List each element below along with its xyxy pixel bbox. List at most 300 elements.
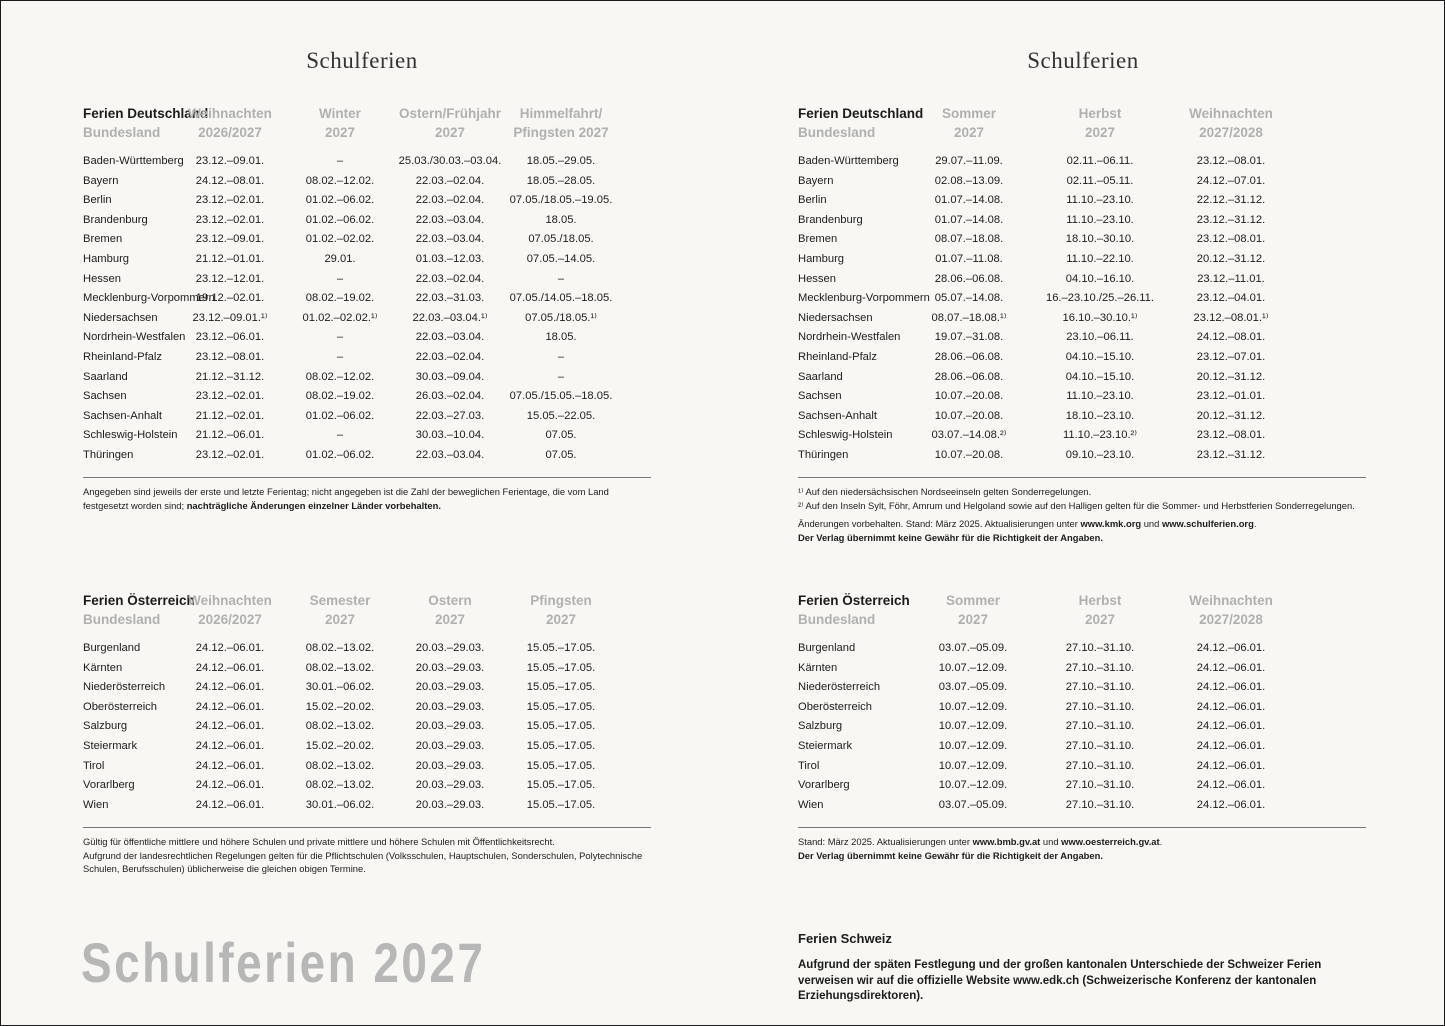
date-cell: 15.05.–22.05. bbox=[526, 409, 596, 422]
date-cell: 02.11.–05.11. bbox=[1066, 174, 1134, 187]
link-schulferien[interactable]: www.schulferien.org bbox=[1161, 518, 1254, 530]
date-cell: 24.12.–06.01. bbox=[1196, 759, 1266, 772]
date-cell: 23.12.–09.01. bbox=[195, 233, 265, 246]
header-subline: Bundesland bbox=[798, 612, 876, 627]
table-row bbox=[83, 230, 651, 250]
date-cell: 04.10.–15.10. bbox=[1065, 370, 1135, 383]
date-cell: 16.–23.10./25.–26.11. bbox=[1045, 292, 1155, 305]
date-cell: 28.06.–06.08. bbox=[934, 370, 1004, 383]
header-column bbox=[1161, 591, 1301, 629]
table-row bbox=[798, 717, 1366, 737]
row-label: Bayern bbox=[798, 174, 834, 187]
schweiz-text: Aufgrund der späten Festlegung und der großen kantonalen Unterschiede der Schweizer Ferien verweisen wir auf die offizielle Website www.edk.ch (Schweizerische Konferenz der kantonalen Erziehungsdirektoren). bbox=[798, 959, 1322, 1002]
divider bbox=[83, 477, 651, 478]
row-label: Niederösterreich bbox=[83, 681, 166, 694]
header-column bbox=[491, 104, 631, 142]
table-row bbox=[798, 446, 1366, 466]
date-cell: 07.05. bbox=[545, 448, 577, 461]
date-cell: 21.12.–06.01. bbox=[195, 429, 265, 442]
date-cell: 24.12.–08.01. bbox=[1196, 331, 1266, 344]
date-cell: 04.10.–16.10. bbox=[1065, 272, 1135, 285]
date-cell: 23.12.–08.01. bbox=[195, 350, 265, 363]
date-cell: 08.02.–13.02. bbox=[305, 759, 375, 772]
date-cell: 24.12.–06.01. bbox=[1196, 779, 1266, 792]
date-cell: 22.12.–31.12. bbox=[1196, 194, 1266, 207]
table-row bbox=[798, 289, 1366, 309]
date-cell: 18.05.–28.05. bbox=[526, 174, 596, 187]
row-label: Schleswig-Holstein bbox=[83, 429, 178, 442]
date-cell: 15.02.–20.02. bbox=[305, 700, 375, 713]
table-row bbox=[83, 757, 651, 777]
date-cell: 18.05.–29.05. bbox=[526, 155, 596, 167]
date-cell: 07.05./18.05. bbox=[528, 233, 594, 246]
date-cell: 20.03.–29.03. bbox=[415, 779, 485, 792]
header-subline: 2027 bbox=[434, 612, 466, 627]
header-subline: Bundesland bbox=[83, 612, 161, 627]
date-cell: 15.02.–20.02. bbox=[305, 739, 375, 752]
link-oesterreich[interactable]: www.oesterreich.gv.at bbox=[1061, 836, 1160, 847]
row-label: Nordrhein-Westfalen bbox=[798, 331, 901, 344]
header-line: Semester bbox=[309, 593, 371, 608]
date-cell: 27.10.–31.10. bbox=[1065, 798, 1135, 811]
table-row bbox=[798, 757, 1366, 777]
date-cell: 23.12.–08.01. bbox=[1196, 233, 1266, 246]
date-cell: 10.07.–12.09. bbox=[938, 779, 1008, 792]
date-cell: 23.12.–08.01.¹⁾ bbox=[1193, 311, 1269, 324]
date-cell: 22.03.–03.04.¹⁾ bbox=[412, 311, 488, 324]
table-row bbox=[83, 717, 651, 737]
table-row bbox=[798, 191, 1366, 211]
row-label: Tirol bbox=[798, 759, 820, 772]
table-row bbox=[83, 328, 651, 348]
date-cell: 21.12.–01.01. bbox=[195, 252, 265, 265]
date-cell: 23.10.–06.11. bbox=[1066, 331, 1134, 344]
date-cell: 23.12.–08.01. bbox=[1196, 155, 1266, 167]
row-label: Burgenland bbox=[798, 642, 856, 654]
row-label: Hamburg bbox=[83, 252, 130, 265]
date-cell: 11.10.–23.10. bbox=[1066, 213, 1134, 226]
date-cell: 24.12.–06.01. bbox=[1196, 700, 1266, 713]
date-cell: 11.10.–22.10. bbox=[1066, 252, 1134, 265]
date-cell: 02.08.–13.09. bbox=[934, 174, 1004, 187]
row-label: Sachsen bbox=[798, 390, 842, 403]
date-cell: 23.12.–31.12. bbox=[1196, 213, 1266, 226]
date-cell: 03.07.–05.09. bbox=[938, 642, 1008, 654]
date-cell: 23.12.–04.01. bbox=[1196, 292, 1266, 305]
date-cell: 11.10.–23.10. bbox=[1066, 390, 1134, 403]
date-cell: 20.03.–29.03. bbox=[415, 681, 485, 694]
table-row bbox=[83, 678, 651, 698]
date-cell: 08.02.–13.02. bbox=[305, 720, 375, 733]
row-label: Oberösterreich bbox=[798, 700, 872, 713]
table-row bbox=[798, 152, 1366, 172]
row-label: Hessen bbox=[798, 272, 836, 285]
date-cell: 29.01. bbox=[324, 252, 356, 265]
date-cell: 15.05.–17.05. bbox=[526, 720, 596, 733]
header-subline: 2027 bbox=[957, 612, 989, 627]
header-column bbox=[903, 591, 1043, 629]
table-row bbox=[83, 211, 651, 231]
row-label: Niedersachsen bbox=[798, 311, 873, 324]
date-cell: 20.03.–29.03. bbox=[415, 642, 485, 654]
date-cell: 23.12.–02.01. bbox=[195, 213, 265, 226]
date-cell: – bbox=[336, 350, 344, 363]
date-cell: – bbox=[336, 155, 344, 167]
row-label: Bremen bbox=[83, 233, 123, 246]
date-cell: 27.10.–31.10. bbox=[1065, 642, 1135, 654]
date-cell: 07.05./15.05.–18.05. bbox=[509, 390, 613, 403]
row-label: Salzburg bbox=[83, 720, 128, 733]
date-cell: 22.03.–02.04. bbox=[415, 272, 485, 285]
row-label: Thüringen bbox=[798, 448, 849, 461]
date-cell: 28.06.–06.08. bbox=[934, 272, 1004, 285]
date-cell: 24.12.–08.01. bbox=[195, 174, 265, 187]
date-cell: 27.10.–31.10. bbox=[1065, 720, 1135, 733]
date-cell: 10.07.–20.08. bbox=[934, 448, 1004, 461]
header-subline: 2027 bbox=[1084, 125, 1116, 140]
table-header bbox=[798, 104, 1366, 152]
table-row bbox=[798, 387, 1366, 407]
date-cell: 15.05.–17.05. bbox=[526, 779, 596, 792]
row-label: Hamburg bbox=[798, 252, 845, 265]
date-cell: 27.10.–31.10. bbox=[1065, 759, 1135, 772]
date-cell: 01.07.–11.08. bbox=[935, 252, 1003, 265]
date-cell: 30.03.–09.04. bbox=[415, 370, 485, 383]
row-label: Steiermark bbox=[798, 739, 853, 752]
table-row bbox=[798, 678, 1366, 698]
date-cell: 10.07.–12.09. bbox=[938, 661, 1008, 674]
divider bbox=[798, 477, 1366, 478]
row-label: Baden-Württemberg bbox=[798, 155, 899, 167]
date-cell: – bbox=[336, 272, 344, 285]
table-row bbox=[83, 698, 651, 718]
date-cell: 22.03.–03.04. bbox=[415, 448, 485, 461]
date-cell: 25.03./30.03.–03.04. bbox=[398, 155, 502, 167]
date-cell: 01.02.–02.02. bbox=[305, 233, 375, 246]
table-row bbox=[798, 211, 1366, 231]
date-cell: 26.03.–02.04. bbox=[415, 390, 485, 403]
header-column bbox=[1030, 591, 1170, 629]
row-label: Mecklenburg-Vorpommern bbox=[83, 292, 215, 305]
date-cell: 09.10.–23.10. bbox=[1065, 448, 1135, 461]
date-cell: 20.03.–29.03. bbox=[415, 661, 485, 674]
date-cell: 23.12.–02.01. bbox=[195, 390, 265, 403]
table-row bbox=[798, 230, 1366, 250]
table-row bbox=[83, 407, 651, 427]
header-line: Herbst bbox=[1078, 593, 1122, 608]
germany-footnotes: ¹⁾ Auf den niedersächsischen Nordseeinseln gelten Sonderregelungen. ²⁾ Auf den Inseln Sylt, Föhr, Amrum und Helgoland sowie auf den Halligen gelten für die Sommer- und Herbstferien Sonderregelungen. Änderungen vorbehalten. Stand: März 2025. Aktualisierungen unter www.kmk.org und www.schulferien.org. Der Verlag übernimmt keine Gewähr für die Richtigkeit der Angaben. bbox=[798, 486, 1355, 543]
date-cell: 16.10.–30.10.¹⁾ bbox=[1062, 311, 1138, 324]
header-subline: 2026/2027 bbox=[198, 612, 262, 627]
date-cell: 20.12.–31.12. bbox=[1196, 370, 1266, 383]
date-cell: 01.02.–02.02.¹⁾ bbox=[302, 311, 378, 324]
row-label: Wien bbox=[798, 798, 824, 811]
table-header bbox=[83, 591, 651, 639]
date-cell: 10.07.–12.09. bbox=[938, 700, 1008, 713]
table-row bbox=[83, 776, 651, 796]
date-cell: 08.02.–12.02. bbox=[305, 174, 375, 187]
header-line: Winter bbox=[319, 106, 361, 121]
row-label: Mecklenburg-Vorpommern bbox=[798, 292, 930, 305]
row-label: Schleswig-Holstein bbox=[798, 429, 893, 442]
date-cell: 24.12.–06.01. bbox=[195, 798, 265, 811]
date-cell: 20.12.–31.12. bbox=[1196, 409, 1266, 422]
date-cell: 08.02.–13.02. bbox=[305, 779, 375, 792]
date-cell: 08.02.–13.02. bbox=[305, 661, 375, 674]
table-row bbox=[798, 309, 1366, 329]
date-cell: 15.05.–17.05. bbox=[526, 759, 596, 772]
header-line: Ostern bbox=[428, 593, 472, 608]
date-cell: 23.12.–31.12. bbox=[1196, 448, 1266, 461]
row-label: Niederösterreich bbox=[798, 681, 881, 694]
row-label: Bayern bbox=[83, 174, 119, 187]
date-cell: 08.02.–19.02. bbox=[305, 390, 375, 403]
date-cell: 23.12.–01.01. bbox=[1196, 390, 1266, 403]
date-cell: 15.05.–17.05. bbox=[526, 661, 596, 674]
date-cell: 23.12.–08.01. bbox=[1196, 429, 1266, 442]
date-cell: 03.07.–05.09. bbox=[938, 681, 1008, 694]
table-row bbox=[83, 152, 651, 172]
date-cell: 15.05.–17.05. bbox=[526, 798, 596, 811]
date-cell: 07.05./18.05.–19.05. bbox=[509, 194, 613, 207]
row-label: Vorarlberg bbox=[83, 779, 135, 792]
row-label: Burgenland bbox=[83, 642, 141, 654]
row-label: Tirol bbox=[83, 759, 105, 772]
link-kmk[interactable]: www.kmk.org bbox=[1080, 518, 1142, 530]
row-label: Wien bbox=[83, 798, 109, 811]
table-row bbox=[83, 737, 651, 757]
header-line: Weihnachten bbox=[188, 106, 272, 121]
date-cell: 24.12.–06.01. bbox=[195, 642, 265, 654]
table-row bbox=[83, 639, 651, 659]
row-label: Niedersachsen bbox=[83, 311, 158, 324]
table-row bbox=[798, 172, 1366, 192]
date-cell: 23.12.–07.01. bbox=[1196, 350, 1266, 363]
header-line: Ferien Österreich bbox=[83, 593, 195, 608]
date-cell: 24.12.–06.01. bbox=[195, 681, 265, 694]
header-subline: 2027 bbox=[324, 612, 356, 627]
date-cell: 24.12.–06.01. bbox=[1196, 720, 1266, 733]
date-cell: 20.03.–29.03. bbox=[415, 739, 485, 752]
date-cell: 08.02.–19.02. bbox=[305, 292, 375, 305]
date-cell: 30.01.–06.02. bbox=[305, 798, 375, 811]
date-cell: 23.12.–11.01. bbox=[1197, 272, 1265, 285]
row-label: Salzburg bbox=[798, 720, 843, 733]
table-row bbox=[83, 191, 651, 211]
header-line: Ferien Deutschland bbox=[83, 106, 209, 121]
date-cell: 22.03.–03.04. bbox=[415, 233, 485, 246]
header-line: Sommer bbox=[945, 593, 1001, 608]
header-line: Weihnachten bbox=[188, 593, 272, 608]
date-cell: 21.12.–02.01. bbox=[195, 409, 265, 422]
header-column bbox=[899, 104, 1039, 142]
header-line: Ostern/Frühjahr bbox=[398, 106, 501, 121]
row-label: Berlin bbox=[798, 194, 827, 207]
date-cell: 18.10.–23.10. bbox=[1065, 409, 1135, 422]
date-cell: 22.03.–31.03. bbox=[415, 292, 485, 305]
left-page-title: Schulferien bbox=[306, 48, 418, 73]
date-cell: 24.12.–06.01. bbox=[195, 759, 265, 772]
row-label: Oberösterreich bbox=[83, 700, 157, 713]
header-line: Weihnachten bbox=[1189, 106, 1273, 121]
date-cell: 27.10.–31.10. bbox=[1065, 661, 1135, 674]
header-subline: 2027 bbox=[434, 125, 466, 140]
date-cell: – bbox=[557, 350, 565, 363]
schweiz-title: Ferien Schweiz bbox=[798, 931, 892, 946]
date-cell: 01.02.–06.02. bbox=[305, 409, 375, 422]
table-row bbox=[798, 348, 1366, 368]
header-line: Herbst bbox=[1078, 106, 1122, 121]
table-header bbox=[798, 591, 1366, 639]
header-subline: 2026/2027 bbox=[198, 125, 262, 140]
divider bbox=[83, 827, 651, 828]
header-subline: 2027 bbox=[1084, 612, 1116, 627]
austria-table-part1 bbox=[83, 591, 651, 815]
date-cell: 24.12.–06.01. bbox=[1196, 642, 1266, 654]
date-cell: 19.07.–31.08. bbox=[934, 331, 1004, 344]
big-title: Schulferien 2027 bbox=[81, 931, 486, 994]
table-row bbox=[83, 387, 651, 407]
row-label: Saarland bbox=[83, 370, 128, 383]
header-subline: 2027/2028 bbox=[1199, 612, 1263, 627]
date-cell: 10.07.–12.09. bbox=[938, 720, 1008, 733]
table-row bbox=[798, 426, 1366, 446]
date-cell: 29.07.–11.09. bbox=[935, 155, 1003, 167]
row-label: Sachsen bbox=[83, 390, 127, 403]
table-row bbox=[83, 348, 651, 368]
date-cell: 27.10.–31.10. bbox=[1065, 700, 1135, 713]
row-label: Nordrhein-Westfalen bbox=[83, 331, 186, 344]
date-cell: 15.05.–17.05. bbox=[526, 700, 596, 713]
row-label: Kärnten bbox=[798, 661, 838, 674]
date-cell: 23.12.–02.01. bbox=[195, 194, 265, 207]
table-row bbox=[798, 368, 1366, 388]
date-cell: 30.03.–10.04. bbox=[415, 429, 485, 442]
date-cell: – bbox=[557, 272, 565, 285]
table-row bbox=[798, 698, 1366, 718]
date-cell: 07.05./14.05.–18.05. bbox=[509, 292, 613, 305]
header-line: Sommer bbox=[941, 106, 997, 121]
date-cell: 10.07.–20.08. bbox=[934, 409, 1004, 422]
row-label: Rheinland-Pfalz bbox=[798, 350, 877, 363]
date-cell: 11.10.–23.10.²⁾ bbox=[1062, 429, 1138, 442]
table-row bbox=[798, 270, 1366, 290]
header-line: Ferien Deutschland bbox=[798, 106, 924, 121]
date-cell: 24.12.–06.01. bbox=[195, 720, 265, 733]
header-line: Ferien Österreich bbox=[798, 593, 910, 608]
table-row bbox=[83, 289, 651, 309]
table-row bbox=[798, 328, 1366, 348]
date-cell: 20.03.–29.03. bbox=[415, 720, 485, 733]
date-cell: 24.12.–06.01. bbox=[195, 661, 265, 674]
date-cell: 24.12.–06.01. bbox=[195, 739, 265, 752]
date-cell: 01.07.–14.08. bbox=[934, 213, 1004, 226]
date-cell: 22.03.–03.04. bbox=[415, 331, 485, 344]
link-bmb[interactable]: www.bmb.gv.at bbox=[972, 836, 1041, 847]
row-label: Brandenburg bbox=[798, 213, 863, 226]
date-cell: 22.03.–27.03. bbox=[415, 409, 485, 422]
date-cell: 23.12.–06.01. bbox=[195, 331, 265, 344]
date-cell: 18.05. bbox=[545, 331, 577, 344]
date-cell: 20.03.–29.03. bbox=[415, 798, 485, 811]
date-cell: 22.03.–03.04. bbox=[415, 213, 485, 226]
date-cell: 23.12.–09.01. bbox=[195, 155, 265, 167]
table-row bbox=[83, 659, 651, 679]
table-row bbox=[83, 270, 651, 290]
table-row bbox=[83, 172, 651, 192]
table-row bbox=[798, 407, 1366, 427]
header-subline: 2027 bbox=[545, 612, 577, 627]
date-cell: 20.03.–29.03. bbox=[415, 759, 485, 772]
date-cell: 28.06.–06.08. bbox=[934, 350, 1004, 363]
date-cell: 21.12.–31.12. bbox=[195, 370, 265, 383]
date-cell: 15.05.–17.05. bbox=[526, 642, 596, 654]
row-label: Bremen bbox=[798, 233, 838, 246]
date-cell: 18.05. bbox=[545, 213, 577, 226]
row-label: Hessen bbox=[83, 272, 121, 285]
date-cell: 15.05.–17.05. bbox=[526, 681, 596, 694]
austria-note-left: Gültig für öffentliche mittlere und höhere Schulen und private mittlere und höhere Schulen mit Öffentlichkeitsrecht. Aufgrund der landesrechtlichen Regelungen gelten für die Pflichtschulen (Volksschulen, Hauptschulen, Sonderschulen, Polytechnische Schulen, Berufsschulen) üblicherweise die gleichen obigen Termine. bbox=[83, 836, 643, 875]
austria-note-right: Stand: März 2025. Aktualisierungen unter www.bmb.gv.at und www.oesterreich.gv.at. Der Verlag übernimmt keine Gewähr für die Richtigkeit der Angaben. bbox=[798, 836, 1163, 861]
date-cell: 08.02.–13.02. bbox=[305, 642, 375, 654]
date-cell: 08.02.–12.02. bbox=[305, 370, 375, 383]
date-cell: 07.05.–14.05. bbox=[526, 252, 596, 265]
date-cell: 01.03.–12.03. bbox=[415, 252, 485, 265]
row-label: Steiermark bbox=[83, 739, 138, 752]
date-cell: 20.12.–31.12. bbox=[1196, 252, 1266, 265]
header-column bbox=[1161, 104, 1301, 142]
header-subline: Pfingsten 2027 bbox=[513, 125, 609, 140]
table-row bbox=[83, 796, 651, 816]
row-label: Kärnten bbox=[83, 661, 123, 674]
date-cell: 22.03.–02.04. bbox=[415, 174, 485, 187]
header-line: Weihnachten bbox=[1189, 593, 1273, 608]
header-subline: Bundesland bbox=[83, 125, 161, 140]
date-cell: – bbox=[336, 429, 344, 442]
header-subline: 2027 bbox=[324, 125, 356, 140]
table-row bbox=[83, 309, 651, 329]
date-cell: – bbox=[336, 331, 344, 344]
row-label: Baden-Württemberg bbox=[83, 155, 184, 167]
row-label: Brandenburg bbox=[83, 213, 148, 226]
date-cell: 23.12.–12.01. bbox=[195, 272, 265, 285]
date-cell: 04.10.–15.10. bbox=[1065, 350, 1135, 363]
date-cell: 24.12.–06.01. bbox=[1196, 661, 1266, 674]
date-cell: 01.02.–06.02. bbox=[305, 448, 375, 461]
date-cell: 24.12.–06.01. bbox=[1196, 798, 1266, 811]
date-cell: 24.12.–06.01. bbox=[195, 700, 265, 713]
date-cell: – bbox=[557, 370, 565, 383]
date-cell: 23.12.–09.01.¹⁾ bbox=[192, 311, 268, 324]
table-row bbox=[83, 446, 651, 466]
date-cell: 08.07.–18.08. bbox=[934, 233, 1004, 246]
header-subline: 2027 bbox=[953, 125, 985, 140]
table-row bbox=[83, 426, 651, 446]
table-row bbox=[798, 776, 1366, 796]
date-cell: 30.01.–06.02. bbox=[305, 681, 375, 694]
date-cell: 27.10.–31.10. bbox=[1065, 779, 1135, 792]
date-cell: 03.07.–05.09. bbox=[938, 798, 1008, 811]
germany-table-part1 bbox=[83, 104, 651, 466]
date-cell: 23.12.–02.01. bbox=[195, 448, 265, 461]
row-label: Berlin bbox=[83, 194, 112, 207]
germany-table-part2 bbox=[798, 104, 1366, 466]
date-cell: 24.12.–06.01. bbox=[1196, 681, 1266, 694]
header-line: Himmelfahrt/ bbox=[519, 106, 603, 121]
table-row bbox=[83, 368, 651, 388]
date-cell: 02.11.–06.11. bbox=[1066, 155, 1134, 167]
germany-note-left: Angegeben sind jeweils der erste und letzte Ferientag; nicht angegeben ist die Zahl der beweglichen Ferientage, die vom Land festgesetzt worden sind; nachträgliche Änderungen einzelner Länder vorbehalten. bbox=[83, 486, 609, 511]
